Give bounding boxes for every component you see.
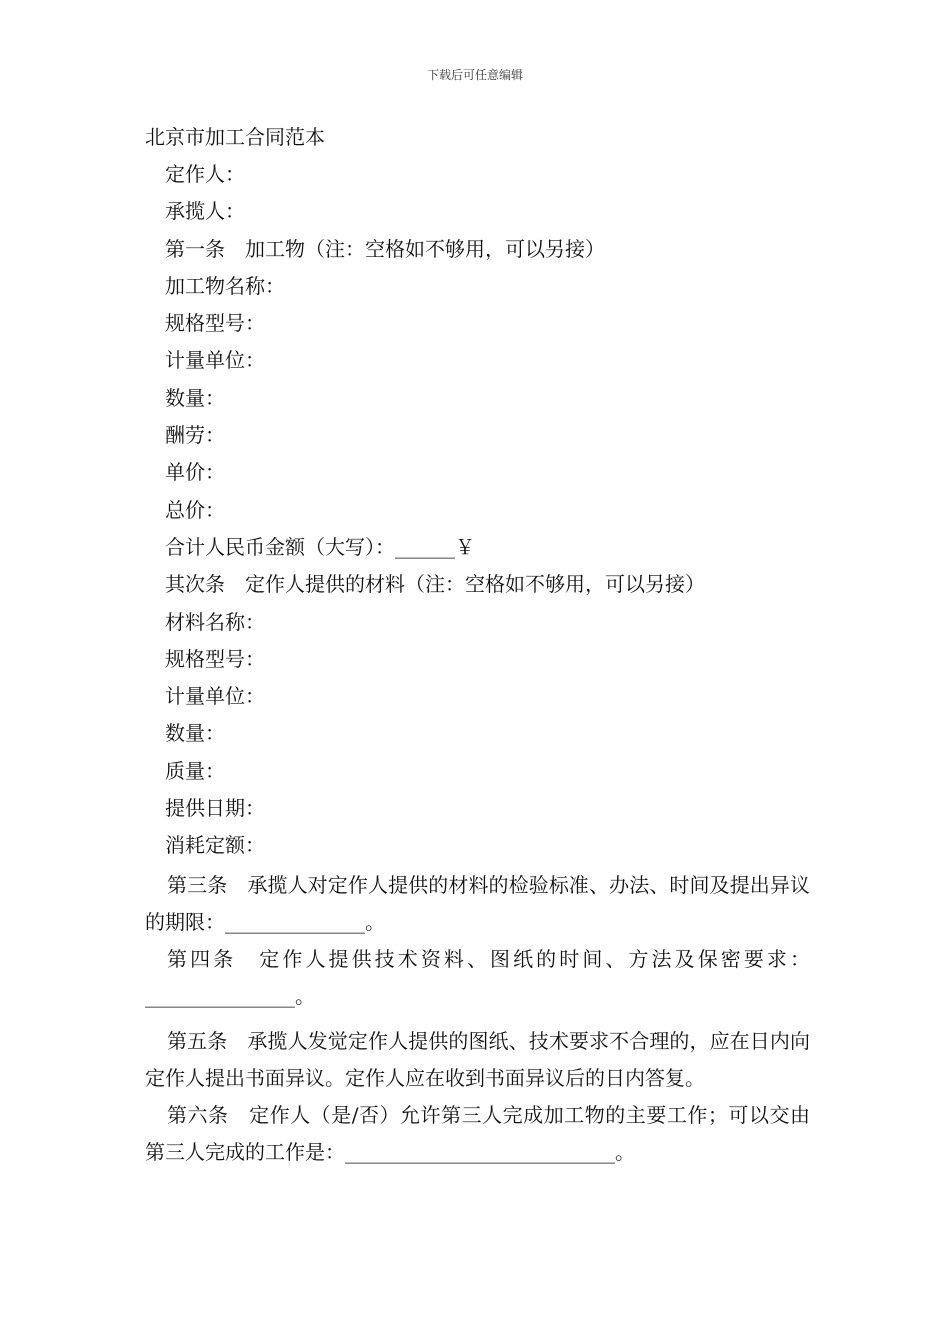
supply-date-line: 提供日期：: [165, 796, 265, 821]
article-6-paragraph: 第六条 定作人（是/否）允许第三人完成加工物的主要工作；可以交由第三人完成的工作是：___________________________。: [145, 1102, 810, 1164]
unit-price-line: 单价：: [165, 460, 225, 485]
party-contractor-line: 承揽人：: [165, 199, 245, 224]
document-title: 北京市加工合同范本: [145, 125, 325, 149]
item-name-line: 加工物名称：: [165, 273, 285, 298]
material-quality-line: 质量：: [165, 758, 225, 783]
remuneration-line: 酬劳：: [165, 423, 225, 448]
page-header-note: 下载后可任意编辑: [426, 68, 523, 82]
item-quantity-line: 数量：: [165, 385, 225, 410]
consumption-quota-line: 消耗定额：: [165, 833, 265, 858]
material-name-line: 材料名称：: [165, 609, 265, 634]
article-5-paragraph: 第五条 承揽人发觉定作人提供的图纸、技术要求不合理的，应在日内向定作人提出书面异议。定作人应在收到书面异议后的日内答复。: [145, 1028, 810, 1090]
article-2-heading: 其次条 定作人提供的材料（注：空格如不够用，可以另接）: [165, 572, 705, 597]
item-spec-line: 规格型号：: [165, 311, 265, 336]
total-amount-line: 合计人民币金额（大写）：______￥: [165, 534, 475, 559]
material-spec-line: 规格型号：: [165, 646, 265, 671]
material-unit-line: 计量单位：: [165, 684, 265, 709]
item-unit-line: 计量单位：: [165, 348, 265, 373]
contract-document: [145, 121, 810, 1171]
paragraph-gap: [145, 1015, 810, 1023]
article-1-heading: 第一条 加工物（注：空格如不够用，可以另接）: [165, 236, 605, 261]
article-3-paragraph: 第三条 承揽人对定作人提供的材料的检验标准、办法、时间及提出异议的期限：______________。: [145, 872, 810, 934]
material-quantity-line: 数量：: [165, 721, 225, 746]
total-price-line: 总价：: [165, 497, 225, 522]
article-4-paragraph: 第四条 定作人提供技术资料、图纸的时间、方法及保密要求：_______________。: [145, 946, 810, 1008]
party-client-line: 定作人：: [165, 162, 245, 186]
